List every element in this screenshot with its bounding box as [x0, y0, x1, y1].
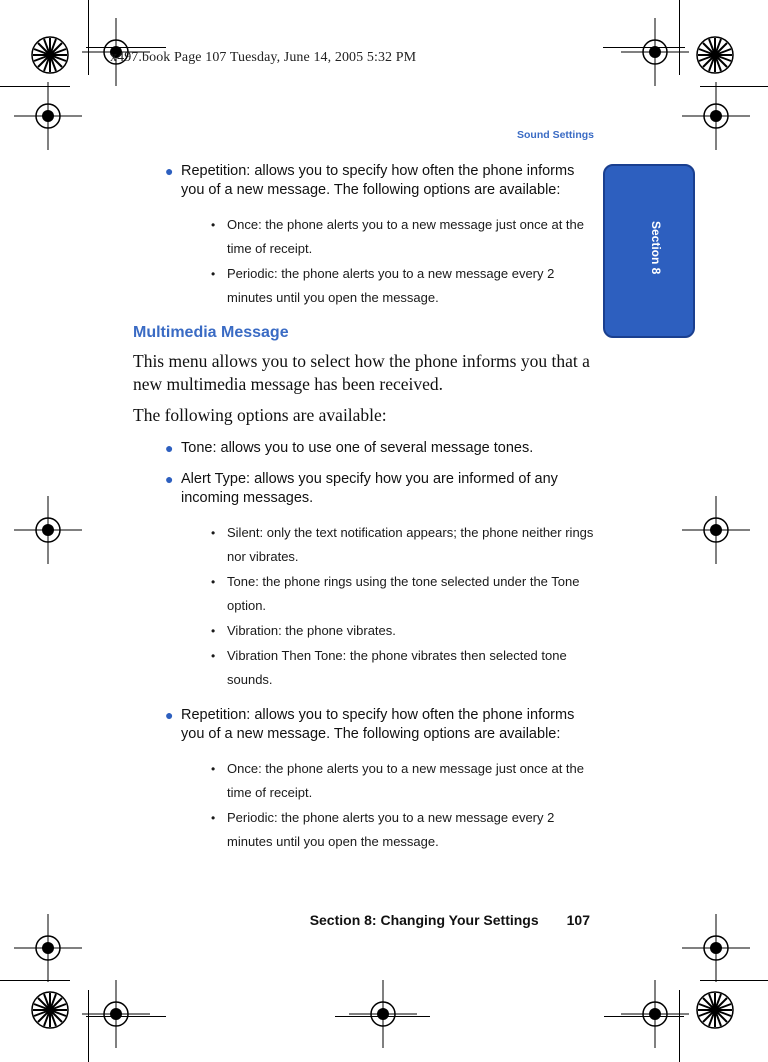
- list-item-tone: ● Tone: allows you to use one of several message tones.: [165, 440, 534, 456]
- item-label: Alert Type: allows you specify how you are informed of any: [181, 471, 558, 487]
- item-label: Repetition: allows you to specify how often the phone informs: [181, 163, 575, 179]
- list-item-alert-type: [133, 470, 595, 508]
- bullet-dot-icon: ●: [165, 707, 174, 723]
- bullet-dot-icon: •: [211, 762, 216, 776]
- item-continuation: you of a new message. The following options are available:: [181, 182, 561, 198]
- bullet-dot-icon: •: [211, 218, 216, 232]
- sub-list: [133, 213, 595, 310]
- bullet-dot-icon: •: [211, 811, 216, 825]
- bullet-dot-icon: •: [211, 624, 216, 638]
- sub-list-item: • Once: the phone alerts you to a new message just once at the time of receipt.: [133, 213, 595, 261]
- bullet-dot-icon: •: [211, 575, 216, 589]
- item-continuation: you of a new message. The following options are available:: [181, 726, 561, 742]
- section-heading: Multimedia Message: [133, 324, 289, 341]
- sub-list: [133, 757, 595, 854]
- bullet-dot-icon: ●: [165, 440, 174, 456]
- sub-list-item: • Tone: the phone rings using the tone selected under the Tone option.: [133, 570, 595, 618]
- running-head: Sound Settings: [517, 129, 594, 141]
- page-footer: [300, 912, 590, 928]
- sub-list-item: • Vibration: the phone vibrates.: [133, 619, 595, 643]
- bullet-dot-icon: •: [211, 649, 216, 663]
- sub-list-item: • Once: the phone alerts you to a new message just once at the time of receipt.: [133, 757, 595, 805]
- item-label: Repetition: allows you to specify how often the phone informs: [181, 707, 575, 723]
- bullet-dot-icon: •: [211, 267, 216, 281]
- book-info-line: x497.book Page 107 Tuesday, June 14, 2005 5:32 PM: [110, 50, 417, 65]
- list-item-repetition: [133, 706, 595, 744]
- item-continuation: incoming messages.: [181, 490, 314, 506]
- bullet-dot-icon: •: [211, 526, 216, 540]
- list-item-repetition: [133, 162, 595, 200]
- bullet-dot-icon: ●: [165, 163, 174, 179]
- page-content: [133, 162, 595, 868]
- sub-list-item: • Periodic: the phone alerts you to a new message every 2 minutes until you open the message.: [133, 806, 595, 854]
- body-paragraph: This menu allows you to select how the phone informs you that a new multimedia message has been received.: [133, 351, 590, 394]
- sub-list-item: • Vibration Then Tone: the phone vibrates then selected tone sounds.: [133, 644, 595, 692]
- page-number: 107: [566, 912, 590, 928]
- footer-title: Section 8: Changing Your Settings: [309, 912, 539, 928]
- bullet-dot-icon: ●: [165, 471, 174, 487]
- section-tab: [603, 164, 695, 338]
- sub-list-item: • Silent: only the text notification appears; the phone neither rings nor vibrates.: [133, 521, 595, 569]
- section-tab-label: Section 8: [649, 221, 663, 275]
- sub-list-item: • Periodic: the phone alerts you to a new message every 2 minutes until you open the message.: [133, 262, 595, 310]
- body-paragraph: The following options are available:: [133, 405, 387, 425]
- sub-list: [133, 521, 595, 692]
